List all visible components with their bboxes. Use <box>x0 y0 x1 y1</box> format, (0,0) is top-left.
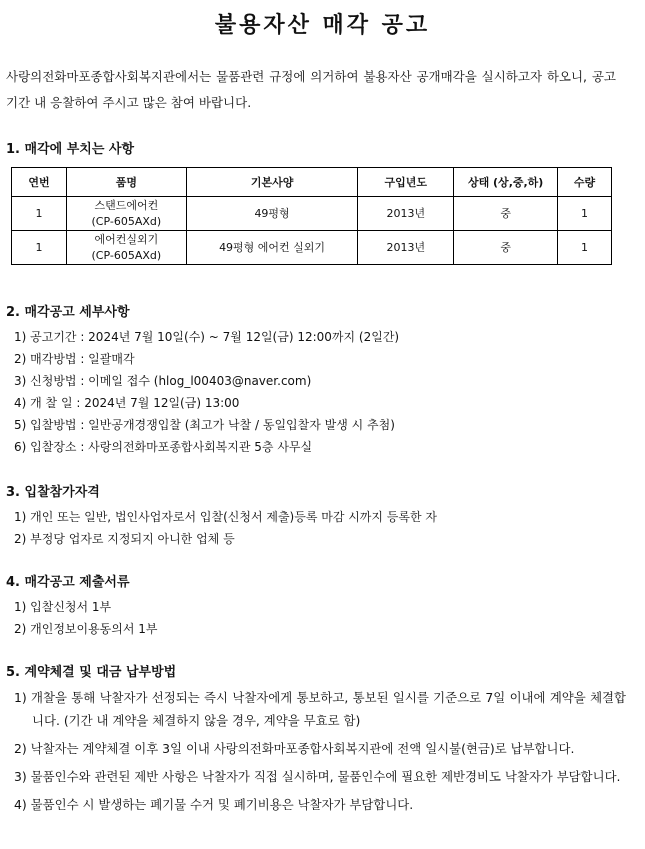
cell-name-line1: 에어컨실외기 <box>94 232 159 246</box>
section-4-heading: 4. 매각공고 제출서류 <box>6 575 130 590</box>
table-header-row <box>12 168 612 197</box>
cell-name-line2: (CP-605AXd) <box>91 248 162 262</box>
section-4-list <box>6 596 626 640</box>
section-3 <box>6 481 626 550</box>
cell-spec: 49평형 <box>186 197 358 231</box>
section-1-heading: 1. 매각에 부치는 사항 <box>6 142 135 157</box>
items-table <box>11 167 612 265</box>
table-row <box>12 231 612 265</box>
list-item: 2) 개인정보이용동의서 1부 <box>14 622 158 636</box>
cell-name <box>66 197 186 231</box>
section-4 <box>6 571 626 640</box>
header-no: 연번 <box>12 168 67 197</box>
cell-year: 2013년 <box>358 231 454 265</box>
header-condition: 상태 (상,중,하) <box>454 168 558 197</box>
cell-no: 1 <box>12 231 67 265</box>
header-spec: 기본사양 <box>186 168 358 197</box>
section-2-heading: 2. 매각공고 세부사항 <box>6 305 130 320</box>
cell-name-line1: 스탠드에어컨 <box>94 198 159 212</box>
list-item: 4) 물품인수 시 발생하는 폐기물 수거 및 폐기비용은 낙찰자가 부담합니다. <box>14 797 414 812</box>
list-item: 3) 물품인수와 관련된 제반 사항은 낙찰자가 직접 실시하며, 물품인수에 필요한 제반경비도 낙찰자가 부담합니다. <box>14 769 621 784</box>
table-row <box>12 197 612 231</box>
section-5 <box>6 661 626 821</box>
cell-qty: 1 <box>558 197 612 231</box>
list-item: 2) 부정당 업자로 지정되지 아니한 업체 등 <box>14 532 235 546</box>
section-3-list <box>6 506 626 550</box>
list-item: 1) 공고기간 : 2024년 7월 10일(수) ~ 7월 12일(금) 12:00까지 (2일간) <box>14 330 400 344</box>
cell-spec: 49평형 에어컨 실외기 <box>186 231 358 265</box>
list-item: 1) 개찰을 통해 낙찰자가 선정되는 즉시 낙찰자에게 통보하고, 통보된 일시를 기준으로 7일 이내에 계약을 체결합니다. (기간 내 계약을 체결하지 않을 경우, 계약을 무효로 함) <box>14 690 626 728</box>
page-title: 불용자산 매각 공고 <box>214 13 431 38</box>
intro-paragraph: 사랑의전화마포종합사회복지관에서는 물품관련 규정에 의거하여 불용자산 공개매각을 실시하고자 하오니, 공고기간 내 응찰하여 주시고 많은 참여 바랍니다. <box>6 69 616 110</box>
header-year: 구입년도 <box>358 168 454 197</box>
list-item: 3) 신청방법 : 이메일 접수 (hlog_l00403@naver.com) <box>14 374 312 388</box>
section-2 <box>6 301 626 458</box>
cell-condition: 중 <box>454 197 558 231</box>
section-1 <box>6 138 626 163</box>
header-name: 품명 <box>66 168 186 197</box>
list-item: 1) 입찰신청서 1부 <box>14 600 112 614</box>
cell-no: 1 <box>12 197 67 231</box>
list-item: 2) 낙찰자는 계약체결 이후 3일 이내 사랑의전화마포종합사회복지관에 전액 일시불(현금)로 납부합니다. <box>14 741 575 756</box>
cell-name-line2: (CP-605AXd) <box>91 214 162 228</box>
header-qty: 수량 <box>558 168 612 197</box>
cell-qty: 1 <box>558 231 612 265</box>
cell-name <box>66 231 186 265</box>
cell-condition: 중 <box>454 231 558 265</box>
section-5-list <box>6 686 626 816</box>
list-item: 1) 개인 또는 일반, 법인사업자로서 입찰(신청서 제출)등록 마감 시까지 등록한 자 <box>14 510 437 524</box>
section-2-list <box>6 326 626 458</box>
cell-year: 2013년 <box>358 197 454 231</box>
section-5-heading: 5. 계약체결 및 대금 납부방법 <box>6 665 177 680</box>
list-item: 2) 매각방법 : 일괄매각 <box>14 352 135 366</box>
list-item: 6) 입찰장소 : 사랑의전화마포종합사회복지관 5층 사무실 <box>14 440 313 454</box>
section-3-heading: 3. 입찰참가자격 <box>6 485 100 500</box>
list-item: 4) 개 찰 일 : 2024년 7월 12일(금) 13:00 <box>14 396 240 410</box>
list-item: 5) 입찰방법 : 일반공개경쟁입찰 (최고가 낙찰 / 동일입찰자 발생 시 추첨) <box>14 418 395 432</box>
